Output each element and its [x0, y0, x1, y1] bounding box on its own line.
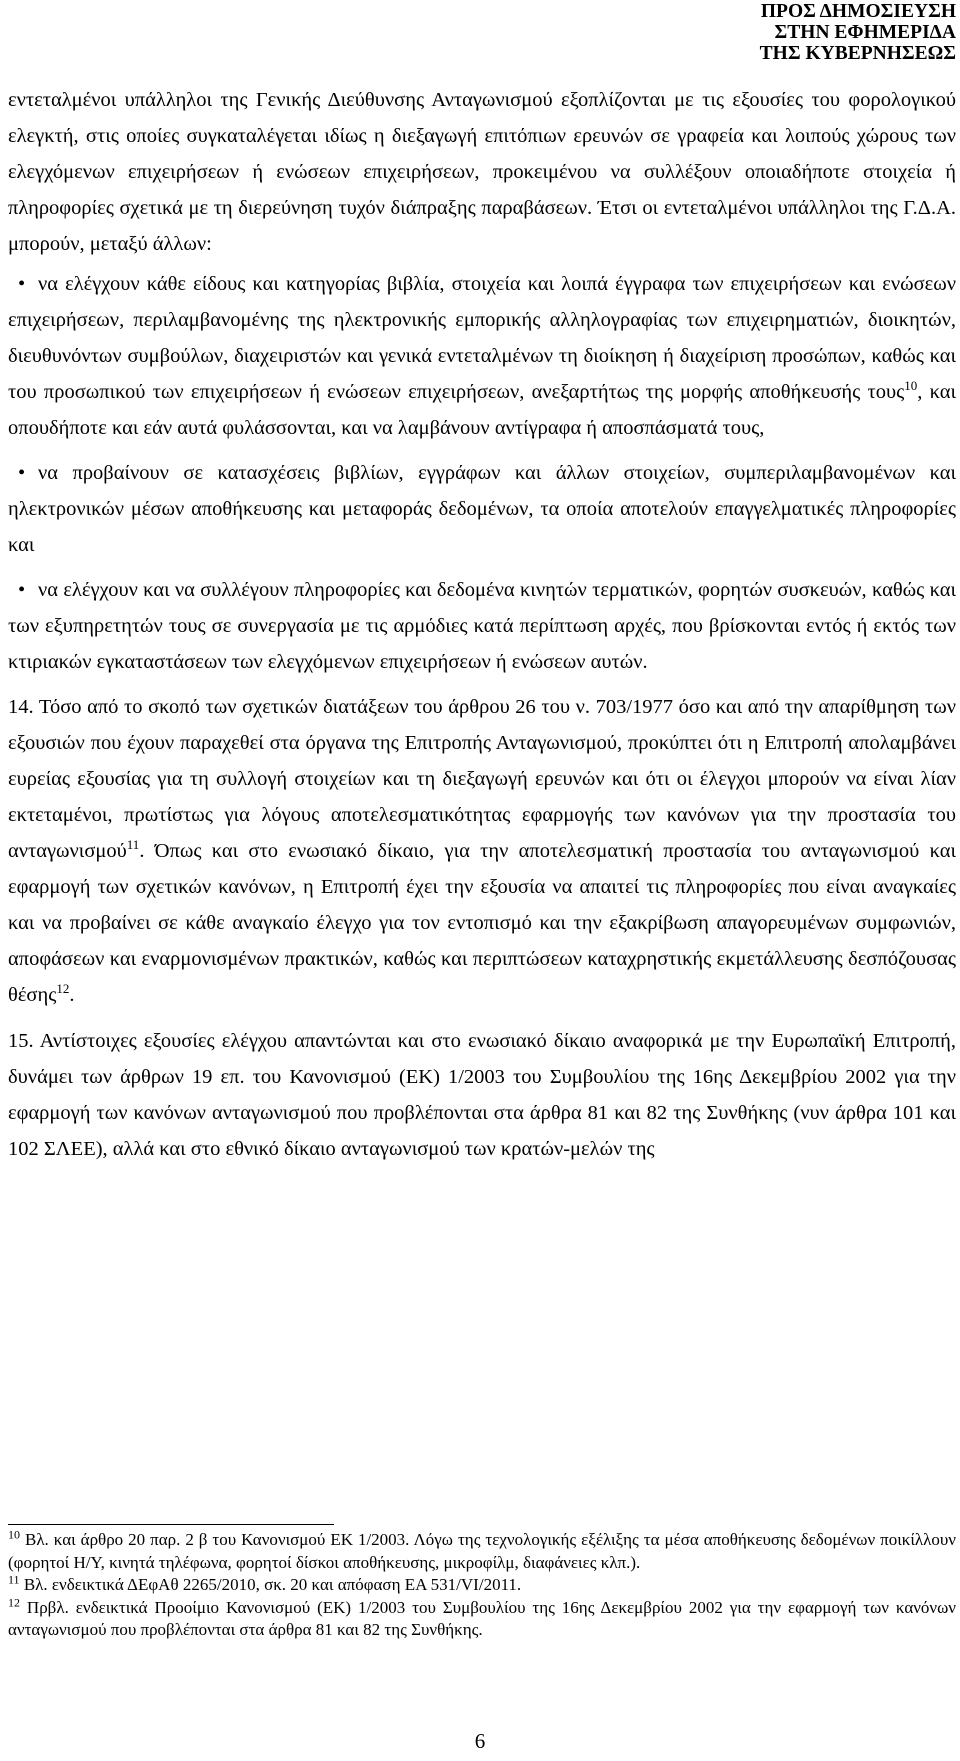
header-line-3: ΤΗΣ ΚΥΒΕΡΝΗΣΕΩΣ: [759, 43, 956, 64]
bullet-item-2: [8, 455, 956, 563]
bullet-text: να ελέγχουν κάθε είδους και κατηγορίας βιβλία, στοιχεία και λοιπά έγγραφα των επιχειρήσεων και ενώσεων επιχειρήσεων, περιλαμβανομένης της ηλεκτρονικής εμπορικής αλληλογραφίας των επιχειρηματιών, διοικητών, διευθυνόντων συμβούλων, διαχειριστών και γενικά εντεταλμένων τη διοίκηση ή διαχείριση προσώπων, καθώς και του προσωπικού των επιχειρήσεων ή ενώσεων επιχειρήσεων, ανεξαρτήτως της μορφής αποθήκευσής τους: [8, 273, 956, 403]
footnote-number: 11: [8, 1572, 20, 1587]
paragraph-14-end: .: [69, 984, 75, 1006]
paragraph-14-text-continued: . Όπως και στο ενωσιακό δίκαιο, για την αποτελεσματική προστασία του ανταγωνισμού και εφαρμογή των σχετικών κανόνων, η Επιτροπή έχει την εξουσία να απαιτεί τις πληροφορίες που είναι αναγκαίες και να προβαίνει σε κάθε αναγκαίο έλεγχο για τον εντοπισμό και την εξακρίβωση απαγορευμένων συμφωνιών, αποφάσεων και εναρμονισμένων πρακτικών, καθώς και περιπτώσεων καταχρηστικής εκμετάλλευσης δεσπόζουσας θέσης: [8, 840, 956, 1006]
intro-paragraph: εντεταλμένοι υπάλληλοι της Γενικής Διεύθυνσης Ανταγωνισμού εξοπλίζονται με τις εξουσίες του φορολογικού ελεγκτή, στις οποίες συγκαταλέγεται ιδίως η διεξαγωγή επιτόπιων ερευνών σε γραφεία και λοιπούς χώρους των ελεγχόμενων επιχειρήσεων ή ενώσεων επιχειρήσεων, προκειμένου να συλλέξουν οποιαδήποτε στοιχεία ή πληροφορίες σχετικά με τη διερεύνηση τυχόν διάπραξης παραβάσεων. Έτσι οι εντεταλμένοι υπάλληλοι της Γ.Δ.Α. μπορούν, μεταξύ άλλων:: [8, 89, 956, 255]
page-number: 6: [474, 1729, 486, 1753]
bullet-text: να ελέγχουν και να συλλέγουν πληροφορίες και δεδομένα κινητών τερματικών, φορητών συσκευών, καθώς και των εξυπηρετητών τους σε συνεργασία με τις αρμόδιες κατά περίπτωση αρχές, που βρίσκονται εντός ή εκτός των κτιριακών εγκαταστάσεων των ελεγχόμενων επιχειρήσεων ή ενώσεων αυτών.: [8, 579, 956, 673]
footnote-text: Πρβλ. ενδεικτικά Προοίμιο Κανονισμού (ΕΚ) 1/2003 του Συμβουλίου της 16ης Δεκεμβρίου 2002 για την εφαρμογή των κανόνων ανταγωνισμού που προβλέπονται στα άρθρα 81 και 82 της Συνθήκης.: [8, 1597, 956, 1639]
bullet-item-3: [8, 572, 956, 680]
footnotes: [8, 1529, 956, 1642]
bullet-marker: •: [18, 579, 26, 601]
footnote-text: Βλ. ενδεικτικά ΔΕφΑθ 2265/2010, σκ. 20 και απόφαση ΕΑ 531/VI/2011.: [19, 1575, 522, 1594]
header-line-2: ΣΤΗΝ ΕΦΗΜΕΡΙΔΑ: [774, 22, 956, 43]
footnote-11: [8, 1574, 956, 1597]
footnote-ref-10[interactable]: 10: [904, 378, 918, 394]
header-line-1: ΠΡΟΣ ΔΗΜΟΣΙΕΥΣΗ: [760, 1, 956, 22]
bullet-text: να προβαίνουν σε κατασχέσεις βιβλίων, εγγράφων και άλλων στοιχείων, συμπεριλαμβανομένων και ηλεκτρονικών μέσων αποθήκευσης και μεταφοράς δεδομένων, τα οποία αποτελούν επαγγελματικές πληροφορίες και: [8, 462, 956, 556]
footnote-number: 12: [8, 1594, 20, 1609]
footnote-ref-12[interactable]: 12: [56, 981, 70, 997]
bullet-item-1: [8, 266, 956, 446]
footnote-10: [8, 1529, 956, 1574]
footnote-12: [8, 1594, 956, 1642]
footnote-separator: [8, 1524, 334, 1525]
paragraph-14-text: 14. Τόσο από το σκοπό των σχετικών διατάξεων του άρθρου 26 του ν. 703/1977 όσο και από την απαρίθμηση των εξουσιών που έχουν παραχεθεί στα όργανα της Επιτροπής Ανταγωνισμού, προκύπτει ότι η Επιτροπή απολαμβάνει ευρείας εξουσίας για τη συλλογή στοιχείων και τη διεξαγωγή ερευνών και ότι οι έλεγχοι μπορούν να είναι λίαν εκτεταμένοι, πρωτίστως για λόγους αποτελεσματικότητας εφαρμογής των κανόνων για την προστασία του ανταγωνισμού: [8, 696, 956, 862]
bullet-text-continued: , και οπουδήποτε και εάν αυτά φυλάσσονται, και να λαμβάνουν αντίγραφα ή αποσπάσματά τους,: [8, 381, 956, 439]
footnote-text: Βλ. και άρθρο 20 παρ. 2 β του Κανονισμού ΕΚ 1/2003. Λόγω της τεχνολογικής εξέλιξης τα μέσα αποθήκευσης δεδομένων ποικίλλουν (φορητοί Η/Υ, κινητά τηλέφωνα, φορητοί δίσκοι αποθήκευσης, μικροφίλμ, διαφάνειες κλπ.).: [8, 1530, 956, 1572]
bullet-marker: •: [18, 462, 26, 484]
footnote-ref-11[interactable]: 11: [126, 837, 140, 853]
paragraph-14: [8, 689, 956, 1013]
body-text: [8, 82, 956, 1167]
footnote-number: 10: [8, 1527, 20, 1542]
paragraph-15: 15. Αντίστοιχες εξουσίες ελέγχου απαντώνται και στο ενωσιακό δίκαιο αναφορικά με την Ευρωπαϊκή Επιτροπή, δυνάμει των άρθρων 19 επ. του Κανονισμού (ΕΚ) 1/2003 του Συμβουλίου της 16ης Δεκεμβρίου 2002 για την εφαρμογή των κανόνων ανταγωνισμού που προβλέπονται στα άρθρα 81 και 82 της Συνθήκης (νυν άρθρα 101 και 102 ΣΛΕΕ), αλλά και στο εθνικό δίκαιο ανταγωνισμού των κρατών-μελών της: [8, 1030, 956, 1160]
bullet-marker: •: [18, 273, 26, 295]
publication-header: [760, 1, 956, 64]
